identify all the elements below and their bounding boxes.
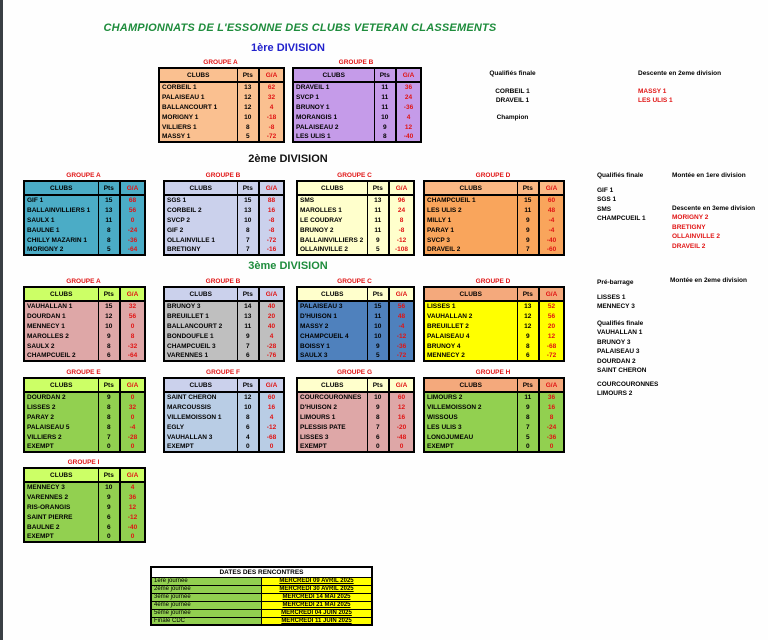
group-label: GROUPE I	[67, 459, 100, 466]
descente-2eme-label: Descente en 2eme division	[638, 70, 722, 77]
table-row: LIMOURS 1 8 16	[297, 412, 414, 422]
group-groupe-b	[292, 59, 420, 143]
dates-row: 4ème journée MERCREDI 21 MAI 2025	[151, 601, 372, 609]
annotation-club: CORBEIL 1	[495, 87, 530, 95]
table-row: COURCOURONNES 10 60	[297, 392, 414, 402]
dates-table-title: DATES DES RENCONTRES	[151, 567, 372, 577]
table-row: BALLANCOURT 2 11 40	[164, 321, 284, 331]
standings-table: CLUBS Pts G/A CHAMPCUEIL 1 15 60 LES ULIS 2 11 48 MILLY 1 9 -4 PARAY 1 9 -4 SVCP 3 9 -40 DRAVEIL 2 7 -60	[423, 180, 565, 256]
standings-table: CLUBS Pts G/A SGS 1 15 88 CORBEIL 2 13 16 SVCP 2 10 -8 GIF 2 8 -8 OLLAINVILLE 1 7 -72 BRETIGNY 7 -16	[163, 180, 285, 256]
standings-table: CLUBS Pts G/A CORBEIL 1 13 62 PALAISEAU 1 12 32 BALLANCOURT 1 12 4 MORIGNY 1 10 -18 VILLIERS 1 8 -8 MASSY 1 5 -72	[158, 67, 285, 143]
table-row: PALAISEAU 2 9 12	[293, 122, 421, 132]
table-row: RIS-ORANGIS 9 12	[24, 502, 145, 512]
table-row: BREUILLET 1 13 20	[164, 311, 284, 321]
table-row: VAUHALLAN 2 12 56	[424, 311, 564, 321]
standings-table: CLUBS Pts G/A GIF 1 15 68 BALLAINVILLIERS 1 13 56 SAULX 1 11 0 BAULNE 1 8 -24 CHILLY MAZARIN 1 8 -36 MORIGNY 2 5 -64	[23, 180, 146, 256]
table-row: DOURDAN 2 9 0	[24, 392, 145, 402]
table-row: OLLAINVILLE 1 7 -72	[164, 235, 284, 245]
table-row: BRUNOY 3 14 40	[164, 301, 284, 311]
montee-1ere-label: Montée en 1ere division	[672, 172, 746, 179]
annotation-club: MENNECY 3	[597, 303, 635, 310]
table-row: CHAMPCUEIL 2 6 -64	[24, 351, 145, 361]
table-row: CHAMPCUEIL 1 15 60	[424, 195, 564, 205]
table-row: LISSES 3 6 -48	[297, 432, 414, 442]
standings-table: CLUBS Pts G/A DOURDAN 2 9 0 LISSES 2 8 32 PARAY 2 8 0 PALAISEAU 5 8 -4 VILLIERS 2 7 -28 EXEMPT 0 0	[23, 377, 146, 453]
group-label: GROUPE C	[337, 172, 372, 179]
table-row: VILLIERS 2 7 -28	[24, 432, 145, 442]
annotation-club: MASSY 1	[638, 87, 667, 95]
table-row: CORBEIL 2 13 16	[164, 205, 284, 215]
annotation-club: OLLAINVILLE 2	[672, 233, 721, 240]
dates-row: Finale CDC MERCREDI 11 JUIN 2025	[151, 617, 372, 625]
annotation-club: SAINT CHERON	[597, 367, 647, 374]
annotation-club: BRUNOY 3	[597, 338, 631, 346]
table-row: PALAISEAU 1 12 32	[159, 92, 284, 102]
table-row: LES ULIS 3 7 -24	[424, 422, 564, 432]
division-title-3: 3ème DIVISION	[248, 260, 328, 272]
annotation-club: COURCOURONNES	[597, 380, 659, 388]
d1-descente-block	[638, 69, 721, 106]
d1-qualifies-block	[455, 69, 570, 122]
annotation-club: MORIGNY 2	[672, 214, 709, 221]
table-row: SAINT CHERON 12 60	[164, 392, 284, 402]
group-groupe-a	[23, 172, 144, 256]
table-row: BRUNOY 1 11 -36	[293, 102, 421, 112]
table-row: VARENNES 1 6 -76	[164, 351, 284, 361]
montee-2eme-label: Montée en 2eme division	[670, 277, 747, 284]
table-row: BAULNE 1 8 -24	[24, 225, 145, 235]
table-row: BAULNE 2 6 -40	[24, 522, 145, 532]
standings-table: CLUBS Pts G/A BRUNOY 3 14 40 BREUILLET 1 13 20 BALLANCOURT 2 11 40 BONDOUFLE 1 9 4 CHAMPCUEIL 3 7 -28 VARENNES 1 6 -76	[163, 286, 285, 362]
table-row: WISSOUS 8 8	[424, 412, 564, 422]
group-groupe-b	[163, 278, 283, 362]
table-row: EXEMPT 0 0	[24, 442, 145, 452]
annotation-club: LISSES 1	[597, 293, 626, 301]
annotation-club: PALAISEAU 3	[597, 348, 640, 355]
annotation-club: DRAVEIL 1	[495, 97, 530, 104]
table-row: MORANGIS 1 10 4	[293, 112, 421, 122]
table-row: GIF 2 8 -8	[164, 225, 284, 235]
table-row: DRAVEIL 1 11 36	[293, 82, 421, 92]
table-row: VARENNES 2 9 36	[24, 492, 145, 502]
descente-3eme-label: Descente en 3eme division	[672, 204, 756, 212]
annotation-club: DRAVEIL 2	[672, 242, 706, 250]
table-row: SVCP 1 11 24	[293, 92, 421, 102]
group-label: GROUPE A	[66, 278, 101, 285]
group-label: GROUPE D	[475, 278, 511, 285]
table-row: BALLAINVILLIERS 2 9 -12	[297, 235, 414, 245]
group-label: GROUPE B	[338, 59, 374, 66]
d3-qualifies-list	[597, 328, 658, 376]
group-label: GROUPE C	[337, 278, 372, 285]
dates-row: 1ère journée MERCREDI 09 AVRIL 2025	[151, 577, 372, 585]
table-row: MAROLLES 1 11 24	[297, 205, 414, 215]
table-row: DOURDAN 1 12 56	[24, 311, 145, 321]
group-groupe-a	[23, 278, 144, 362]
table-row: MASSY 1 5 -72	[159, 132, 284, 142]
qualifies-finale-label: Qualifiés finale	[597, 172, 644, 179]
table-row: SVCP 3 9 -40	[424, 235, 564, 245]
annotation-club: GIF 1	[597, 186, 614, 194]
table-row: MENNECY 2 6 -72	[424, 351, 564, 361]
annotation-club: BRETIGNY	[672, 223, 706, 231]
table-row: SAULX 3 5 -72	[297, 351, 414, 361]
table-row: SAINT PIERRE 6 -12	[24, 512, 145, 522]
qualifies-finale-label: Qualifiés finale	[489, 70, 536, 77]
standings-table: CLUBS Pts G/A LISSES 1 13 52 VAUHALLAN 2 12 56 BREUILLET 2 12 20 PALAISEAU 4 9 12 BRUNOY 4 8 -68 MENNECY 2 6 -72	[423, 286, 565, 362]
table-row: PALAISEAU 5 8 -4	[24, 422, 145, 432]
table-row: MILLY 1 9 -4	[424, 215, 564, 225]
table-row: VAUHALLAN 3 4 -68	[164, 432, 284, 442]
d1-descente-list	[638, 87, 721, 106]
table-row: CHAMPCUEIL 3 7 -28	[164, 341, 284, 351]
annotation-club: CHAMPCUEIL 1	[597, 215, 646, 222]
d3-extra-list	[597, 380, 658, 399]
d2-descente-list	[672, 213, 755, 251]
table-row: EXEMPT 0 0	[24, 532, 145, 542]
table-row: SMS 13 96	[297, 195, 414, 205]
annotation-club: LES ULIS 1	[638, 97, 673, 104]
table-row: DRAVEIL 2 7 -60	[424, 245, 564, 255]
table-row: LE COUDRAY 11 8	[297, 215, 414, 225]
table-row: D'HUISON 2 9 12	[297, 402, 414, 412]
annotation-club: SMS	[597, 205, 612, 213]
group-groupe-g	[296, 369, 413, 453]
pre-barrage-label: Pré-barrage	[597, 279, 634, 286]
table-row: MORIGNY 2 5 -64	[24, 245, 145, 255]
group-label: GROUPE A	[203, 59, 238, 66]
table-row: BONDOUFLE 1 9 4	[164, 331, 284, 341]
table-row: VILLIERS 1 8 -8	[159, 122, 284, 132]
group-groupe-f	[163, 369, 283, 453]
group-label: GROUPE A	[66, 172, 101, 179]
d2-qualifies-block	[597, 171, 646, 224]
d2-montee-descente-block	[672, 171, 755, 251]
group-label: GROUPE D	[475, 172, 511, 179]
table-row: EXEMPT 0 0	[164, 442, 284, 452]
table-row: EGLY 6 -12	[164, 422, 284, 432]
standings-table: CLUBS Pts G/A MENNECY 3 10 4 VARENNES 2 9 36 RIS-ORANGIS 9 12 SAINT PIERRE 6 -12 BAULNE 2 6 -40 EXEMPT 0 0	[23, 467, 146, 543]
table-row: MASSY 2 10 -4	[297, 321, 414, 331]
table-row: EXEMPT 0 0	[424, 442, 564, 452]
standings-table: CLUBS Pts G/A LIMOURS 2 11 36 VILLEMOISSON 2 9 16 WISSOUS 8 8 LES ULIS 3 7 -24 LONGJUMEAU 5 -36 EXEMPT 0 0	[423, 377, 565, 453]
group-groupe-i	[23, 459, 144, 543]
table-row: PARAY 1 9 -4	[424, 225, 564, 235]
d3-qualifies-block	[597, 278, 658, 399]
table-row: VAUHALLAN 1 15 32	[24, 301, 145, 311]
group-groupe-b	[163, 172, 283, 256]
table-row: SGS 1 15 88	[164, 195, 284, 205]
d2-qualifies-list	[597, 186, 646, 224]
table-row: LES ULIS 1 8 -40	[293, 132, 421, 142]
standings-table: CLUBS Pts G/A VAUHALLAN 1 15 32 DOURDAN 1 12 56 MENNECY 1 10 0 MAROLLES 2 9 8 SAULX 2 8 -32 CHAMPCUEIL 2 6 -64	[23, 286, 146, 362]
group-label: GROUPE B	[205, 172, 241, 179]
standings-table: CLUBS Pts G/A SMS 13 96 MAROLLES 1 11 24 LE COUDRAY 11 8 BRUNOY 2 11 -8 BALLAINVILLIERS 2 9 -12 OLLAINVILLE 2 5 -108	[296, 180, 415, 256]
d3-montee-block	[670, 276, 747, 286]
table-row: PALAISEAU 3 15 56	[297, 301, 414, 311]
annotation-club: SGS 1	[597, 196, 617, 203]
table-row: D'HUISON 1 11 48	[297, 311, 414, 321]
division-title-2: 2ème DIVISION	[248, 153, 328, 165]
table-row: BRETIGNY 7 -16	[164, 245, 284, 255]
group-label: GROUPE E	[66, 369, 101, 376]
window-edge	[0, 0, 3, 640]
page-title: CHAMPIONNATS DE L'ESSONNE DES CLUBS VETERAN CLASSEMENTS	[103, 22, 497, 34]
dates-row: 3ème journée MERCREDI 14 MAI 2025	[151, 593, 372, 601]
table-row: PLESSIS PATE 7 -20	[297, 422, 414, 432]
group-label: GROUPE G	[336, 369, 373, 376]
table-row: MAROLLES 2 9 8	[24, 331, 145, 341]
table-row: MORIGNY 1 10 -18	[159, 112, 284, 122]
standings-table: CLUBS Pts G/A PALAISEAU 3 15 56 D'HUISON 1 11 48 MASSY 2 10 -4 CHAMPCUEIL 4 10 -12 BOISSY 1 9 -36 SAULX 3 5 -72	[296, 286, 415, 362]
table-row: GIF 1 15 68	[24, 195, 145, 205]
standings-table: CLUBS Pts G/A SAINT CHERON 12 60 MARCOUSSIS 10 16 VILLEMOISSON 1 8 4 EGLY 6 -12 VAUHALLAN 3 4 -68 EXEMPT 0 0	[163, 377, 285, 453]
table-row: CORBEIL 1 13 62	[159, 82, 284, 92]
table-row: CHAMPCUEIL 4 10 -12	[297, 331, 414, 341]
group-groupe-c	[296, 172, 413, 256]
table-row: BRUNOY 4 8 -68	[424, 341, 564, 351]
group-label: GROUPE F	[206, 369, 240, 376]
group-groupe-d	[423, 172, 563, 256]
table-row: MARCOUSSIS 10 16	[164, 402, 284, 412]
table-row: BREUILLET 2 12 20	[424, 321, 564, 331]
table-row: CHILLY MAZARIN 1 8 -36	[24, 235, 145, 245]
table-row: BALLAINVILLIERS 1 13 56	[24, 205, 145, 215]
annotation-club: LIMOURS 2	[597, 390, 633, 397]
table-row: PARAY 2 8 0	[24, 412, 145, 422]
table-row: VILLEMOISSON 2 9 16	[424, 402, 564, 412]
dates-row: 2ème journée MERCREDI 30 AVRIL 2025	[151, 585, 372, 593]
table-row: MENNECY 3 10 4	[24, 482, 145, 492]
standings-table: CLUBS Pts G/A DRAVEIL 1 11 36 SVCP 1 11 24 BRUNOY 1 11 -36 MORANGIS 1 10 4 PALAISEAU 2 9 12 LES ULIS 1 8 -40	[292, 67, 422, 143]
group-label: GROUPE H	[475, 369, 511, 376]
table-row: BRUNOY 2 11 -8	[297, 225, 414, 235]
group-groupe-e	[23, 369, 144, 453]
dates-table	[150, 566, 373, 626]
table-row: VILLEMOISSON 1 8 4	[164, 412, 284, 422]
annotation-club: DOURDAN 2	[597, 357, 636, 365]
qualifies-finale-label: Qualifiés finale	[597, 319, 644, 327]
group-groupe-h	[423, 369, 563, 453]
table-row: SAULX 1 11 0	[24, 215, 145, 225]
table-row: LONGJUMEAU 5 -36	[424, 432, 564, 442]
d3-prebarrage-list	[597, 293, 658, 312]
table-row: EXEMPT 0 0	[297, 442, 414, 452]
table-row: SVCP 2 10 -8	[164, 215, 284, 225]
table-row: LIMOURS 2 11 36	[424, 392, 564, 402]
table-row: OLLAINVILLE 2 5 -108	[297, 245, 414, 255]
champion-label: Champion	[496, 113, 529, 121]
division-title-1: 1ère DIVISION	[251, 42, 325, 54]
table-row: SAULX 2 8 -32	[24, 341, 145, 351]
table-row: MENNECY 1 10 0	[24, 321, 145, 331]
table-row: LES ULIS 2 11 48	[424, 205, 564, 215]
group-groupe-d	[423, 278, 563, 362]
group-groupe-a	[158, 59, 283, 143]
table-row: LISSES 1 13 52	[424, 301, 564, 311]
dates-row: 5ème journée MERCREDI 04 JUIN 2025	[151, 609, 372, 617]
table-row: BALLANCOURT 1 12 4	[159, 102, 284, 112]
standings-table: CLUBS Pts G/A COURCOURONNES 10 60 D'HUISON 2 9 12 LIMOURS 1 8 16 PLESSIS PATE 7 -20 LISSES 3 6 -48 EXEMPT 0 0	[296, 377, 415, 453]
group-groupe-c	[296, 278, 413, 362]
table-row: PALAISEAU 4 9 12	[424, 331, 564, 341]
table-row: BOISSY 1 9 -36	[297, 341, 414, 351]
d1-qualifies-list	[455, 87, 570, 106]
annotation-club: VAUHALLAN 1	[597, 329, 643, 336]
table-row: LISSES 2 8 32	[24, 402, 145, 412]
group-label: GROUPE B	[205, 278, 241, 285]
